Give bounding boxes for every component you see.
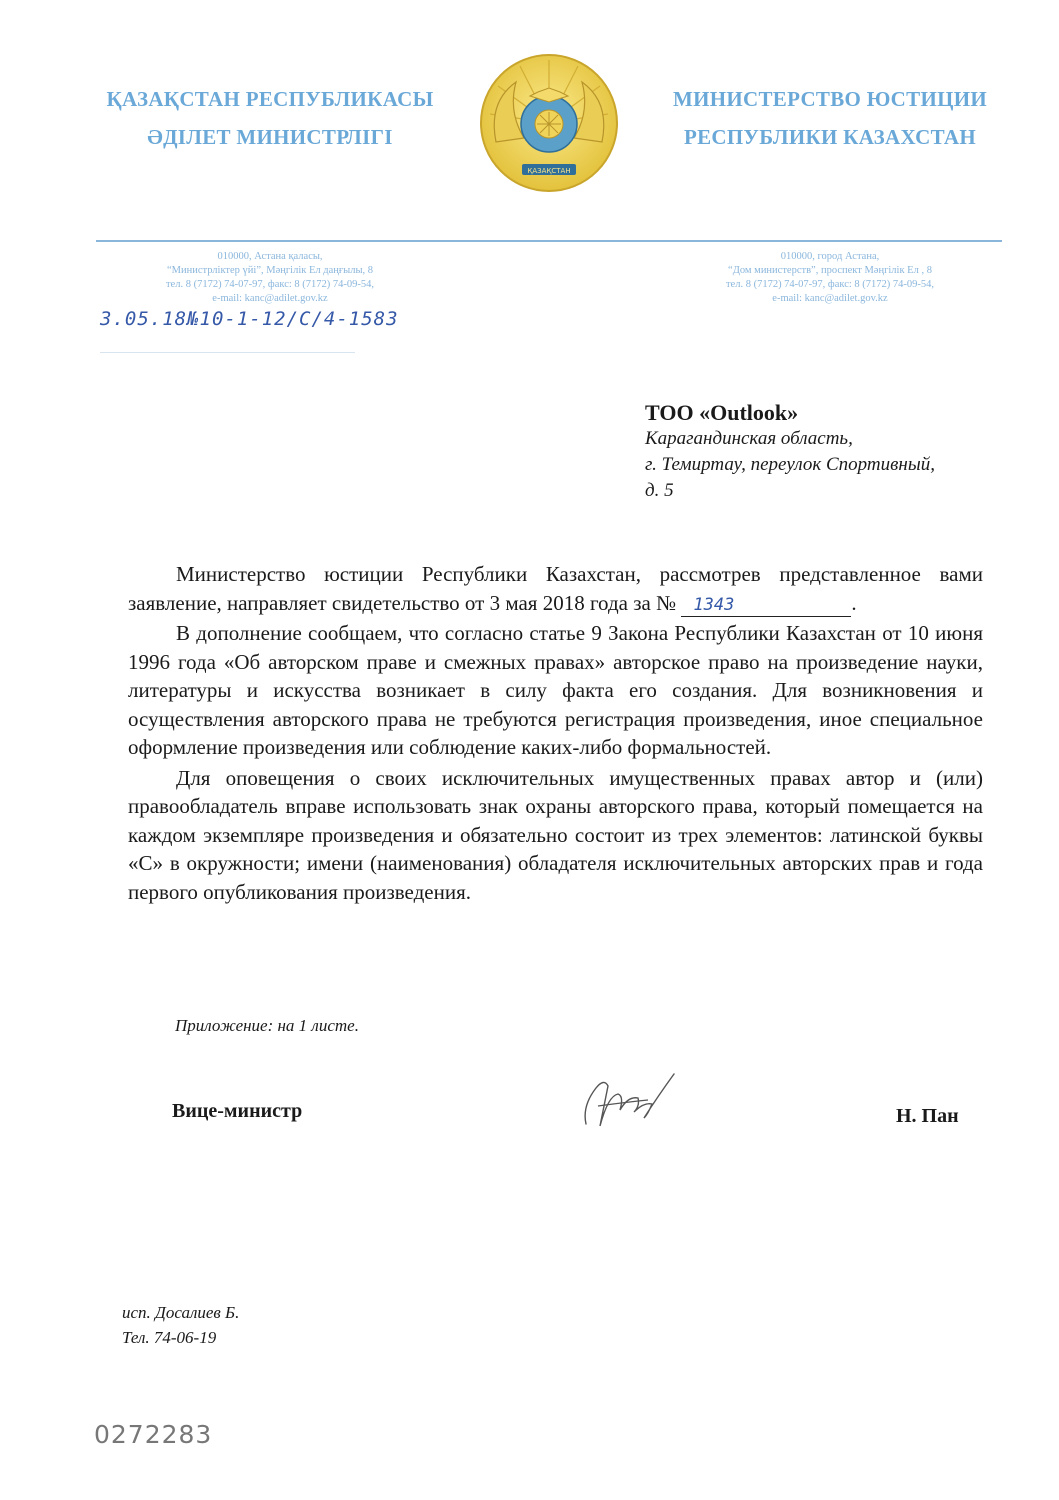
left-address-line: “Министрліктер үйі”, Мәңгілік Ел даңғылы, 8 (166, 265, 374, 276)
right-address-line: 010000, город Астана, (780, 251, 880, 262)
recipient-block (645, 400, 1005, 504)
recipient-name: ТОО «Outlook» (645, 400, 799, 425)
recipient-address-line: д. 5 (645, 480, 674, 501)
executor-block (122, 1300, 239, 1350)
right-address-line: e-mail: kanc@adilet.gov.kz (772, 293, 888, 304)
header-right-titles (640, 80, 1020, 156)
header-right-title-2: РЕСПУБЛИКИ КАЗАХСТАН (683, 125, 976, 149)
state-emblem-icon (478, 52, 620, 194)
header-divider (96, 240, 1002, 242)
paragraph-2: В дополнение сообщаем, что согласно статье 9 Закона Республики Казахстан от 10 июня 1996 года «Об авторском праве и смежных правах» авторское право на произведение науки, литературы и искусства возникает в силу факта его создания. Для возникновения и осуществления авторского права не требуются регистрация произведения, иное специальное оформление произведения или соблюдение каких-либо формальностей. (128, 621, 983, 759)
header-right-title-1: МИНИСТЕРСТВО ЮСТИЦИИ (672, 87, 987, 111)
header-left-title-2: ӘДІЛЕТ МИНИСТРЛІГІ (147, 125, 393, 149)
paragraph-1 (128, 560, 983, 617)
certificate-number: 1343 (681, 594, 851, 617)
header-left-title-1: ҚАЗАҚСТАН РЕСПУБЛИКАСЫ (106, 87, 434, 111)
right-address (670, 250, 990, 306)
right-address-line: “Дом министерств”, проспект Мәңгілік Ел , 8 (728, 265, 932, 276)
left-address-line: 010000, Астана қаласы, (217, 251, 323, 262)
paragraph-3: Для оповещения о своих исключительных имущественных правах автор и (или) правообладатель вправе использовать знак охраны авторского права, который помещается на каждом экземпляре произведения и обязательно состоит из трех элементов: латинской буквы «С» в окружности; имени (наименования) обладателя исключительных авторских прав и года первого опубликования произведения. (128, 765, 983, 904)
document-number: 0272283 (94, 1420, 213, 1449)
signatory-position: Вице-министр (172, 1100, 303, 1122)
recipient-address-line: г. Темиртау, переулок Спортивный, (645, 454, 935, 475)
executor-name: исп. Досалиев Б. (122, 1303, 240, 1322)
right-address-line: тел. 8 (7172) 74-07-97, факс: 8 (7172) 74-09-54, (725, 279, 935, 290)
header-left-titles (80, 80, 460, 156)
handwritten-signature-icon (578, 1066, 688, 1136)
emblem-text: ҚАЗАҚСТАН (527, 167, 571, 175)
left-address-line: тел. 8 (7172) 74-07-97, факс: 8 (7172) 74-09-54, (165, 279, 375, 290)
attachment-note: Приложение: на 1 листе. (175, 1016, 359, 1035)
registration-underline (100, 352, 355, 353)
registration-number: 3.05.18№10-1-12/С/4-1583 (100, 308, 399, 330)
left-address (110, 250, 430, 306)
executor-phone: Тел. 74-06-19 (122, 1328, 217, 1347)
signatory-name: Н. Пан (896, 1105, 959, 1127)
paragraph-1-text: Министерство юстиции Республики Казахстан, рассмотрев представленное вами заявление, направляет свидетельство от 3 мая 2018 года за № (128, 562, 983, 615)
paragraph-1-end: . (851, 590, 857, 615)
recipient-address-line: Карагандинская область, (645, 428, 853, 449)
left-address-line: e-mail: kanc@adilet.gov.kz (212, 293, 328, 304)
letter-body (128, 560, 983, 906)
